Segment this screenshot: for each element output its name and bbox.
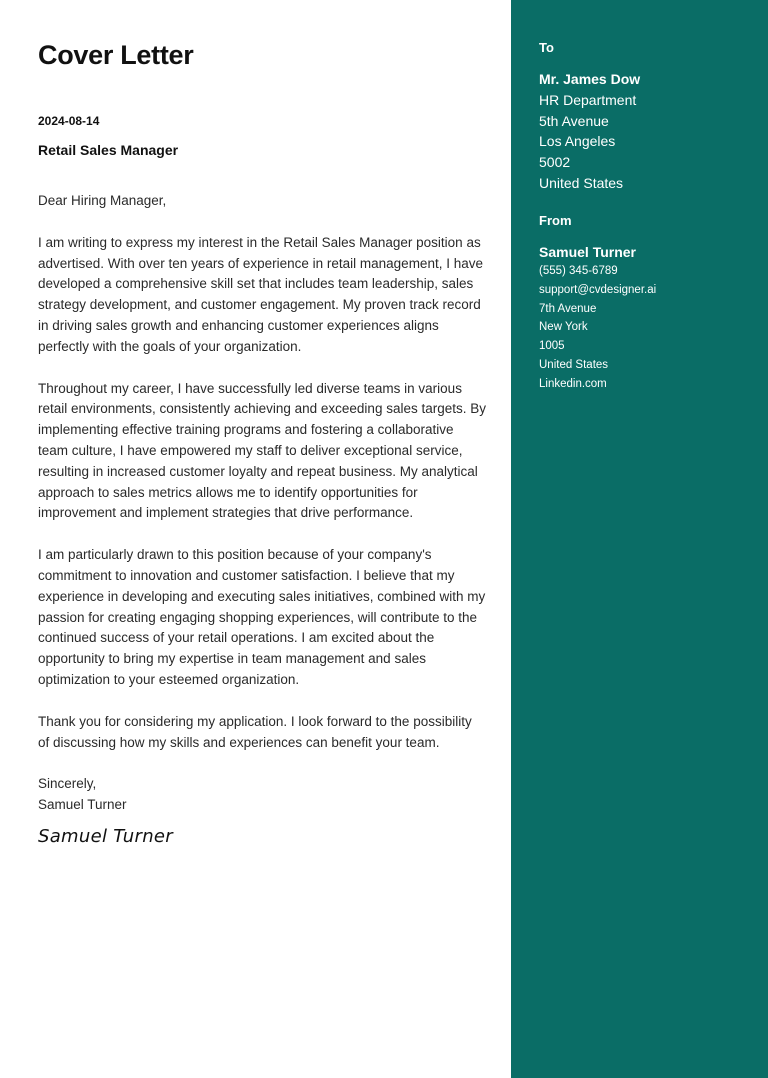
closing-name: Samuel Turner (38, 797, 127, 813)
recipient-zip: 5002 (539, 154, 571, 171)
sender-email: support@cvdesigner.ai (539, 283, 657, 296)
paragraph-4: Thank you for considering my application. I look forward to the possibility of discussing how my skills and experiences can benefit your team. (38, 713, 472, 750)
recipient-city: Los Angeles (539, 133, 616, 150)
recipient-street: 5th Avenue (539, 112, 609, 129)
letter-position: Retail Sales Manager (38, 142, 179, 158)
recipient-department: HR Department (539, 91, 637, 108)
sender-zip: 1005 (539, 340, 565, 353)
sender-block (539, 213, 656, 394)
contact-sidebar (511, 0, 768, 1078)
salutation: Dear Hiring Manager, (38, 193, 167, 208)
sender-linkedin: Linkedin.com (539, 377, 607, 390)
recipient-country: United States (539, 174, 624, 191)
sender-street: 7th Avenue (539, 302, 597, 315)
sender-city: New York (539, 321, 588, 334)
closing: Sincerely, (38, 776, 97, 792)
sender-heading: From (539, 213, 572, 228)
paragraph-3: I am particularly drawn to this position because of your company's commitment to innovation and customer satisfaction. I believe that my experience in developing and executing sales initiatives, combined with my passion for creating engaging shopping experiences, will contribute to the continued success of your retail operations. I am excited about the opportunity to bring my expertise in team management and sales optimization to your esteemed organization. (38, 547, 486, 687)
paragraph-1: I am writing to express my interest in the Retail Sales Manager position as advertised. With over ten years of experience in retail management, I have developed a comprehensive skill set that includes team leadership, sales strategy development, and customer engagement. My proven track record in driving sales growth and enhancing customer experiences aligns perfectly with the goals of your organization. (38, 234, 483, 354)
sender-phone: (555) 345-6789 (539, 265, 618, 277)
sender-country: United States (539, 358, 609, 371)
letter-title: Cover Letter (38, 40, 194, 70)
sender-name: Samuel Turner (539, 244, 636, 260)
recipient-block (539, 40, 640, 194)
letter-date: 2024-08-14 (38, 114, 100, 128)
recipient-heading: To (539, 40, 554, 55)
paragraph-2: Throughout my career, I have successfully led diverse teams in various retail environments, consistently achieving and exceeding sales targets. By implementing effective training programs and fostering a collaborative team culture, I have empowered my staff to deliver exceptional service, resulting in increased customer loyalty and repeat business. My analytical approach to sales metrics allows me to identify opportunities for improvement and implement strategies that drive performance. (38, 380, 486, 521)
recipient-name: Mr. James Dow (539, 71, 641, 87)
signature: Samuel Turner (38, 826, 173, 847)
letter-body (38, 191, 486, 816)
